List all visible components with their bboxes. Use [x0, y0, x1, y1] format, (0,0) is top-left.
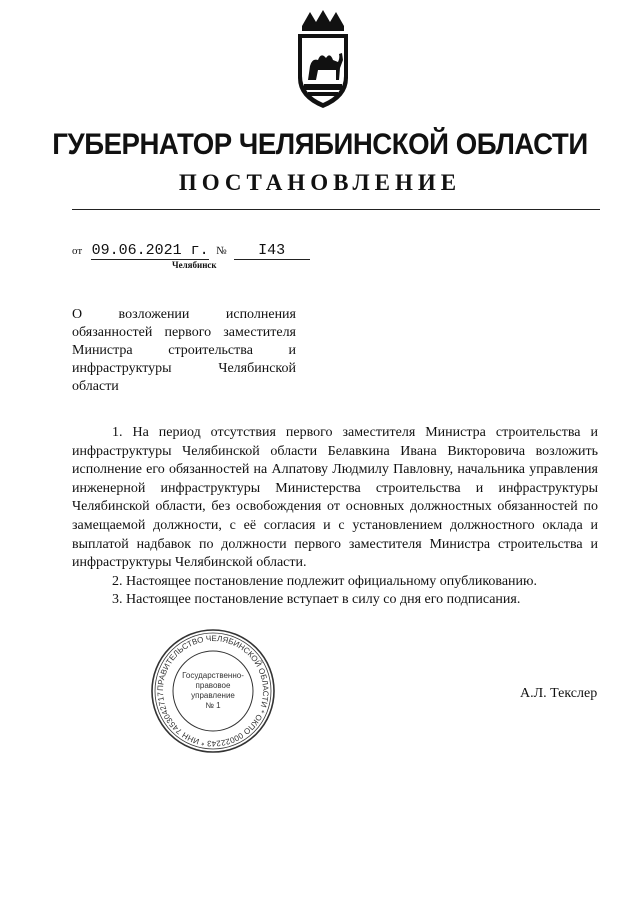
official-stamp-seal: [150, 628, 276, 754]
date-number-line: [72, 242, 310, 260]
document-number: I43: [234, 242, 310, 260]
number-label: №: [216, 245, 227, 257]
document-date: 09.06.2021 г.: [91, 242, 209, 259]
city-name: Челябинск: [172, 260, 217, 270]
stamp-center-line4: № 1: [205, 701, 221, 710]
stamp-ring-text: ПРАВИТЕЛЬСТВО ЧЕЛЯБИНСКОЙ ОБЛАСТИ * ОКПО 00022243 * ИНН 7453042717: [155, 633, 271, 749]
body-item-2: 2. Настоящее постановление подлежит официальному опубликованию.: [112, 573, 537, 589]
document-body: [72, 424, 598, 610]
official-stamp: [150, 628, 276, 754]
stamp-center-line3: управление: [191, 691, 235, 700]
document-subject: О возложении исполнения обязанностей первого заместителя Министра строительства и инфраструктуры Челябинской области: [72, 307, 296, 394]
body-item-3: 3. Настоящее постановление вступает в силу со дня его подписания.: [112, 592, 521, 608]
coat-of-arms-emblem: [288, 8, 358, 112]
stamp-center-line2: правовое: [195, 681, 231, 690]
date-label: от: [72, 245, 83, 257]
stamp-center-line1: Государственно-: [182, 671, 244, 680]
header-divider: [72, 209, 600, 210]
document-type: ПОСТАНОВЛЕНИЕ: [178, 170, 462, 195]
signer-name: А.Л. Текслер: [520, 686, 598, 701]
body-item-1: 1. На период отсутствия первого заместителя Министра строительства и инфраструктуры Челябинской области Белавкина Ивана Викторовича возложить исполнение его обязанностей на Алпатову Людмилу Павловну, начальника управления инженерной инфраструктуры Министерства строительства и инфраструктуры Челябинской области, без освобождения от основных должностных обязанностей по замещаемой должности, с её согласия и с установлением должностного оклада и выплатой надбавок по должности первого заместителя Министра строительства и инфраструктуры Челябинской области.: [72, 425, 598, 571]
governor-title: ГУБЕРНАТОР ЧЕЛЯБИНСКОЙ ОБЛАСТИ: [52, 128, 588, 161]
chelyabinsk-coat-of-arms-icon: [288, 8, 358, 112]
